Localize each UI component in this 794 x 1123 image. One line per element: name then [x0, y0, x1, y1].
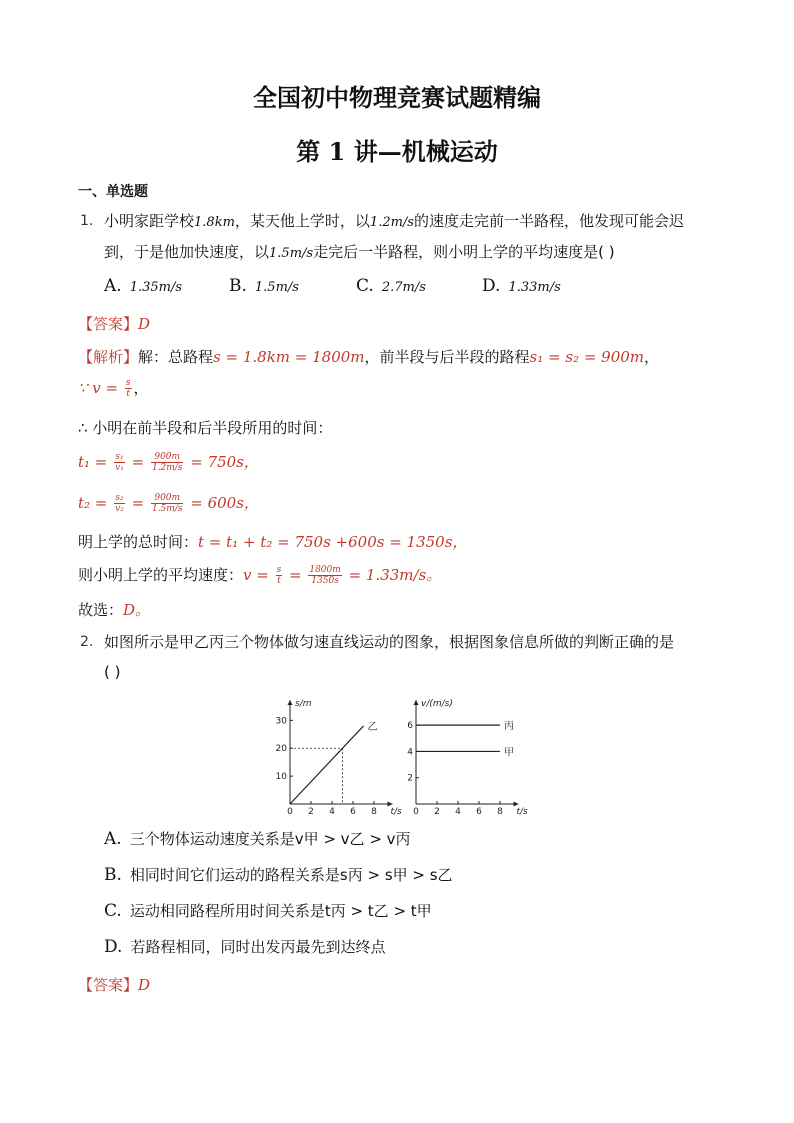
question-number: 2.	[80, 634, 94, 650]
x-axis-label: t/s	[390, 807, 402, 817]
x-tick-label: 6	[350, 807, 356, 817]
y-tick-label: 2	[407, 773, 413, 784]
y-tick-label: 4	[407, 747, 413, 758]
x-tick-label: 4	[329, 807, 335, 817]
option-c: C. 运动相同路程所用时间关系是t丙 > t乙 > t甲	[104, 901, 432, 921]
answer-line: 【答案】D	[78, 976, 151, 994]
option-a: A. 1.35m/s	[104, 276, 183, 296]
series-label: 丙	[504, 721, 514, 733]
analysis-because: ∵ v = $\frac{s}{t}$ ，	[78, 378, 149, 399]
doc-subtitle: 第 1 讲—机械运动	[296, 137, 498, 166]
y-axis-label: v/(m/s)	[421, 699, 453, 709]
x-tick-label: 8	[371, 807, 377, 817]
x-tick-label: 2	[308, 807, 314, 817]
x-axis-label: t/s	[516, 807, 528, 817]
y-axis-label: s/m	[295, 699, 312, 709]
question-1-line-1: 小明家距学校1.8km，某天他上学时，以1.2m/s的速度走完前一半路程，他发现可能会迟	[104, 212, 684, 230]
doc-title: 全国初中物理竞赛试题精编	[253, 83, 541, 112]
y-tick-label: 20	[275, 744, 287, 755]
x-tick-label: 8	[497, 807, 503, 817]
option-b: B. 相同时间它们运动的路程关系是s丙 > s甲 > s乙	[104, 865, 453, 885]
analysis-average-speed: 则小明上学的平均速度：v = $\frac{s}{t}$ = $\frac{1800m}{1350s}$ = 1.33m/s。	[78, 565, 442, 586]
option-d: D. 若路程相同，同时出发丙最先到达终点	[104, 937, 386, 957]
y-axis-arrow	[288, 700, 293, 705]
answer-line: 【答案】D	[78, 315, 151, 333]
analysis-choice: 故选：D。	[78, 601, 151, 619]
x-tick-label: 0	[413, 807, 419, 817]
x-axis-arrow	[388, 802, 393, 807]
s-t-chart	[270, 686, 400, 818]
option-c: C. 2.7m/s	[356, 276, 426, 296]
v-t-chart	[396, 686, 526, 818]
analysis-total-time: 明上学的总时间：t = t₁ + t₂ = 750s +600s = 1350s，	[78, 533, 468, 551]
question-1-line-2: 到，于是他加快速度，以1.5m/s走完后一半路程，则小明上学的平均速度是( )	[104, 243, 615, 261]
analysis-t1: t₁ = $\frac{\text{s₁}}{\text{v₁}}$ = $\frac{900m}{1.2m/s}$ = 750s，	[78, 452, 259, 473]
series-label: 甲	[504, 747, 514, 759]
analysis-line-1: 【解析】解：总路程s = 1.8km = 1800m，前半段与后半段的路程s₁ = s₂ = 900m，	[78, 348, 660, 366]
y-axis-arrow	[414, 700, 419, 705]
y-tick-label: 10	[275, 772, 287, 783]
x-tick-label: 2	[434, 807, 440, 817]
question-2-line-2: ( )	[104, 663, 121, 681]
section-heading: 一、单选题	[78, 184, 148, 200]
x-tick-label: 6	[476, 807, 482, 817]
series-label: 乙	[367, 721, 378, 733]
option-d: D. 1.33m/s	[482, 276, 561, 296]
y-tick-label: 6	[407, 721, 413, 732]
x-tick-label: 4	[455, 807, 461, 817]
option-b: B. 1.5m/s	[229, 276, 299, 296]
analysis-t2: t₂ = $\frac{\text{s₂}}{\text{v₂}}$ = $\frac{900m}{1.5m/s}$ = 600s，	[78, 493, 259, 514]
series-line	[290, 726, 364, 804]
analysis-therefore: ∴ 小明在前半段和后半段所用的时间：	[78, 419, 333, 437]
option-a: A. 三个物体运动速度关系是v甲 > v乙 > v丙	[104, 829, 411, 849]
y-tick-label: 30	[275, 716, 287, 727]
x-tick-label: 0	[287, 807, 293, 817]
x-axis-arrow	[514, 802, 519, 807]
question-2-line-1: 如图所示是甲乙丙三个物体做匀速直线运动的图象，根据图象信息所做的判断正确的是	[104, 633, 675, 651]
question-number: 1.	[80, 213, 94, 229]
